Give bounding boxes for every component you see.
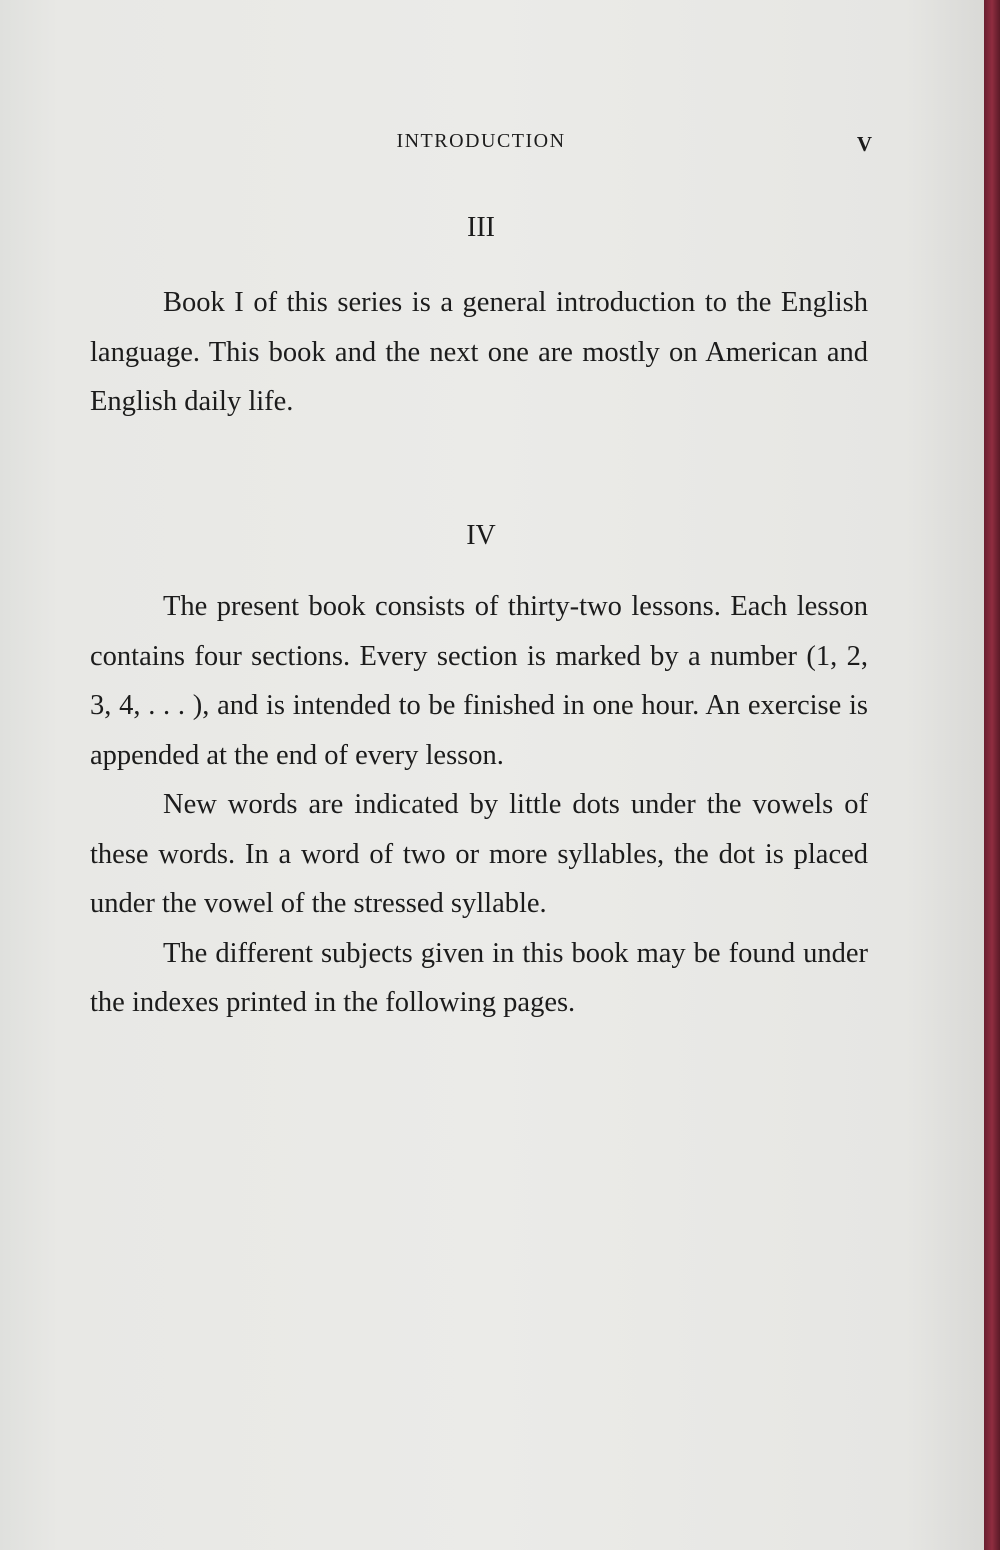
section-iv-body bbox=[90, 582, 868, 1028]
paragraph: New words are indicated by little dots under the vowels of these words. In a word of two or more syllables, the dot is placed under the vowel of the stressed syllable. bbox=[90, 789, 868, 919]
paragraph: Book I of this series is a general introduction to the English language. This book and the next one are mostly on American and English daily life. bbox=[90, 287, 868, 417]
book-cover-edge bbox=[984, 0, 1000, 1550]
paragraph: The present book consists of thirty-two lessons. Each lesson contains four sections. Every section is marked by a number (1, 2, 3, 4, . . . ), and is intended to be finished in one hour. An exercise is appended at the end of every lesson. bbox=[90, 591, 868, 771]
section-heading-iv: IV bbox=[466, 520, 496, 551]
page-number: V bbox=[856, 132, 872, 156]
section-iii-body bbox=[90, 278, 868, 427]
paragraph: The different subjects given in this book may be found under the indexes printed in the following pages. bbox=[90, 937, 868, 1018]
section-heading-iii: III bbox=[467, 212, 495, 243]
running-head bbox=[90, 130, 872, 160]
running-title: INTRODUCTION bbox=[396, 130, 566, 152]
